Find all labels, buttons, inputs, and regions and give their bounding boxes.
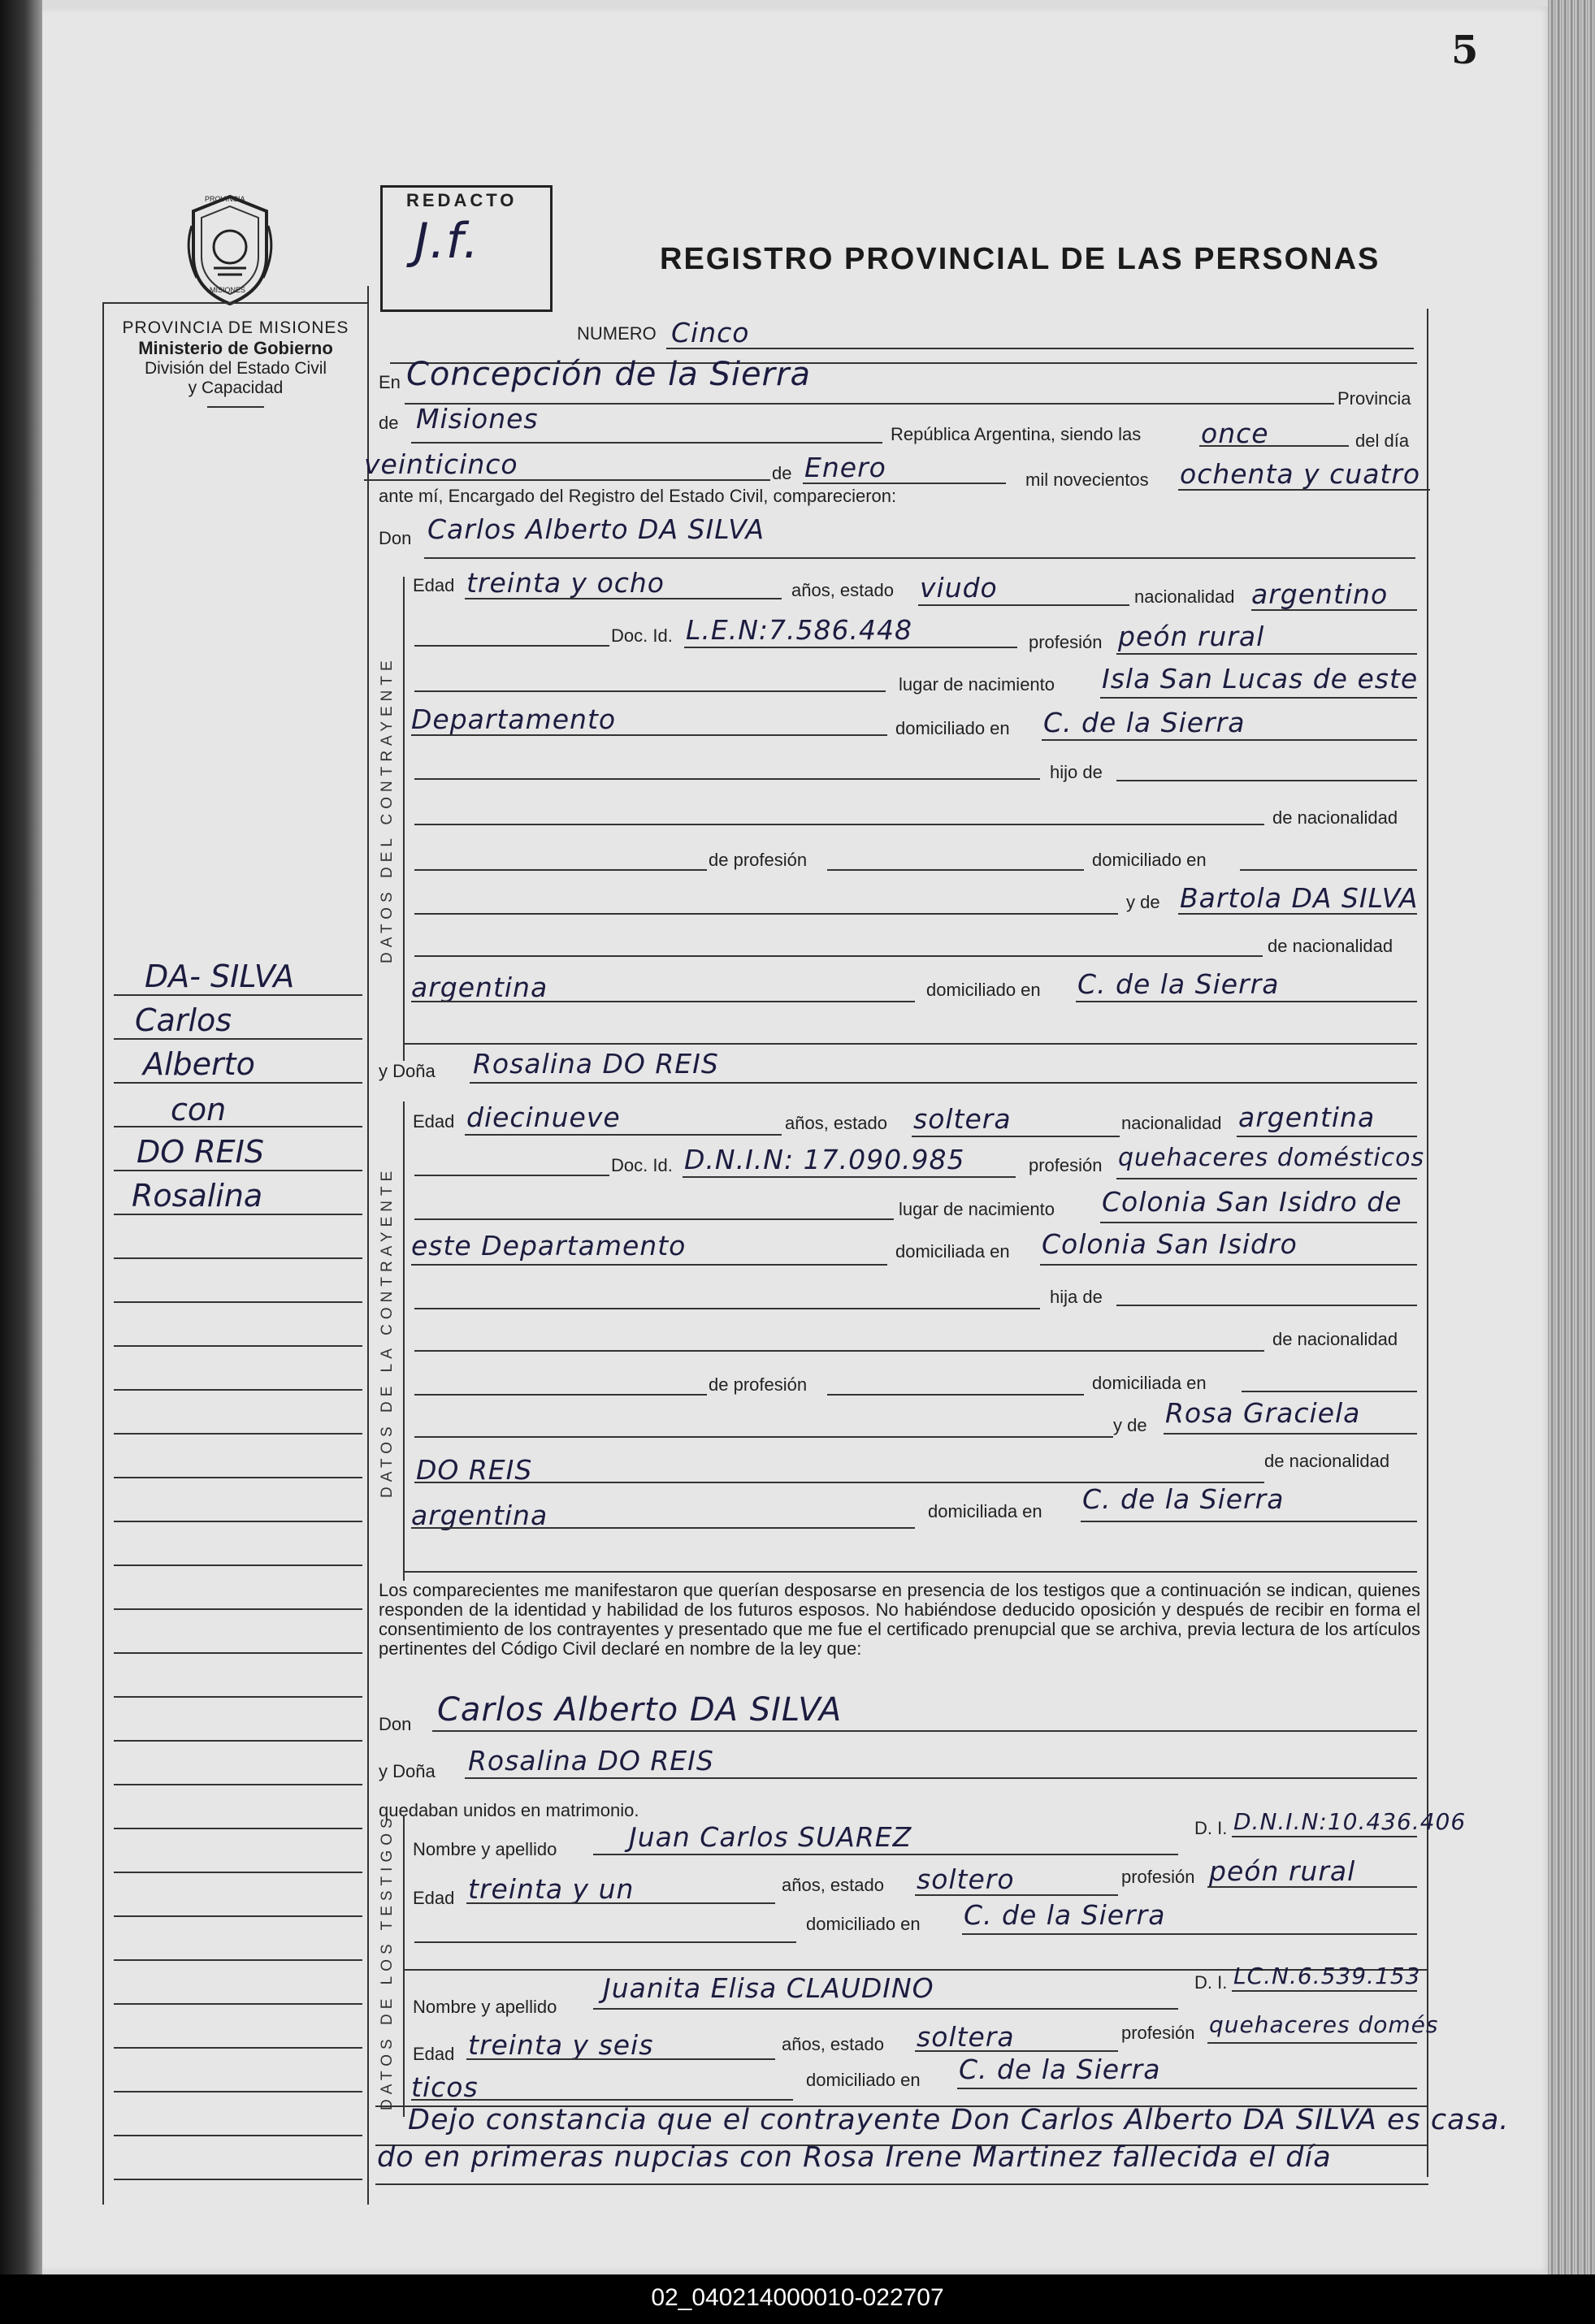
w1-edad-label: Edad bbox=[413, 1888, 455, 1908]
margin-ruled-line bbox=[114, 1082, 362, 1084]
groom-block-bottom bbox=[403, 1043, 1417, 1045]
w1-edad-line bbox=[466, 1902, 775, 1904]
bride-madre-domic-line bbox=[1081, 1521, 1417, 1522]
bride-madre-nac: argentina bbox=[411, 1500, 548, 1531]
hora-line bbox=[1199, 445, 1349, 447]
republica-label: República Argentina, siendo las bbox=[891, 424, 1142, 444]
bride-doc: D.N.I.N: 17.090.985 bbox=[684, 1144, 965, 1175]
de-line bbox=[411, 442, 882, 444]
groom-section-label: DATOS DEL CONTRAYENTE bbox=[379, 656, 396, 963]
numero-value: Cinco bbox=[671, 317, 750, 348]
groom-lugar-line bbox=[1100, 697, 1417, 699]
margin-note-line-1: DA- SILVA bbox=[145, 959, 295, 994]
bride-lugar-label: lugar de nacimiento bbox=[899, 1199, 1055, 1219]
note-line-1: Dejo constancia que el contrayente Don Carlos Alberto DA SILVA es casa. bbox=[408, 2104, 1510, 2136]
bride-padre-nac-line bbox=[414, 1394, 707, 1396]
numero-line bbox=[666, 348, 1414, 349]
bride-madre-line bbox=[1164, 1433, 1417, 1435]
w1-di-line bbox=[1232, 1836, 1417, 1837]
margin-ruled-line bbox=[114, 1038, 362, 1040]
anio-value: ochenta y cuatro bbox=[1180, 458, 1421, 490]
groom-domic-label: domiciliado en bbox=[895, 718, 1010, 738]
groom-estado: viudo bbox=[920, 572, 998, 604]
ministry-line-4: y Capacidad bbox=[188, 379, 284, 397]
bride-madre-2: DO REIS bbox=[416, 1454, 533, 1486]
bride-hija-label: hija de bbox=[1050, 1287, 1103, 1307]
en-line bbox=[405, 403, 1334, 405]
margin-ruled-line bbox=[114, 1345, 362, 1347]
mes-line bbox=[803, 483, 1006, 484]
groom-hijo-pre-line bbox=[414, 778, 1040, 780]
bride-profesion: quehaceres domésticos bbox=[1118, 1144, 1425, 1172]
bride-block-border bbox=[403, 1101, 405, 1581]
provincia-value: Misiones bbox=[416, 403, 539, 435]
margin-ruled-line bbox=[114, 2047, 362, 2049]
margin-ruled-line bbox=[114, 1301, 362, 1303]
bride-de-nac-label-2: de nacionalidad bbox=[1264, 1451, 1390, 1471]
w2-domicilio: C. de la Sierra bbox=[959, 2054, 1161, 2085]
margin-ruled-line bbox=[114, 1828, 362, 1829]
bride-nac-line bbox=[1237, 1136, 1417, 1137]
groom-domic-label-2: domiciliado en bbox=[1092, 850, 1207, 870]
bride-padre-domic-line bbox=[1242, 1391, 1417, 1392]
margin-ruled-line bbox=[114, 1872, 362, 1873]
groom-de-prof-label: de profesión bbox=[709, 850, 808, 870]
margin-ruled-line bbox=[114, 1608, 362, 1610]
margin-ruled-line bbox=[114, 2003, 362, 2005]
groom-doc-pre-line bbox=[414, 645, 609, 647]
groom-anios-label: años, estado bbox=[791, 580, 894, 600]
groom-edad: treinta y ocho bbox=[466, 567, 665, 599]
bride-nac-label: nacionalidad bbox=[1121, 1113, 1222, 1133]
groom-domic-line bbox=[1042, 739, 1417, 741]
bride-y-de-label: y de bbox=[1113, 1415, 1147, 1435]
bride-edad-line bbox=[465, 1134, 782, 1136]
margin-ruled-line bbox=[114, 1740, 362, 1742]
bride-domic-label-2: domiciliada en bbox=[1092, 1373, 1207, 1393]
w2-profesion-1: quehaceres domés bbox=[1209, 2011, 1439, 2038]
margin-ruled-line bbox=[114, 1257, 362, 1259]
w2-prof-label: profesión bbox=[1121, 2023, 1195, 2043]
margin-note-line-3: Alberto bbox=[143, 1046, 255, 1082]
margin-ruled-line bbox=[114, 1214, 362, 1215]
groom-edad-label: Edad bbox=[413, 575, 455, 595]
mes-value: Enero bbox=[804, 452, 886, 483]
bride-domic-label: domiciliada en bbox=[895, 1241, 1010, 1262]
margin-ruled-line bbox=[114, 2135, 362, 2136]
groom-prof-line bbox=[1116, 653, 1417, 655]
union-bride-line bbox=[465, 1777, 1417, 1779]
groom-de-nac-label-2: de nacionalidad bbox=[1268, 936, 1393, 956]
book-spine bbox=[0, 0, 42, 2324]
w2-prof-line bbox=[1207, 2042, 1417, 2044]
margin-ruled-line bbox=[114, 1477, 362, 1478]
margin-ruled-line bbox=[114, 2179, 362, 2180]
footer-id: 02_040214000010-022707 bbox=[651, 2284, 944, 2311]
bride-padre-domic-line-2 bbox=[414, 1436, 1113, 1438]
union-don-label: Don bbox=[379, 1714, 412, 1734]
groom-domic-label-3: domiciliado en bbox=[926, 980, 1041, 1000]
w2-anios-label: años, estado bbox=[782, 2034, 884, 2054]
page-edges bbox=[1548, 0, 1595, 2324]
groom-name-line bbox=[424, 557, 1415, 559]
margin-ruled-line bbox=[114, 1652, 362, 1654]
anio-line bbox=[1178, 489, 1430, 491]
w2-edad: treinta y seis bbox=[468, 2029, 654, 2061]
bride-prof-label: profesión bbox=[1029, 1155, 1103, 1175]
margin-ruled-line bbox=[114, 1389, 362, 1391]
seal-top-text: PROVINCIA bbox=[205, 195, 245, 203]
bride-lugar-2: este Departamento bbox=[411, 1230, 687, 1262]
margin-ruled-line bbox=[114, 1696, 362, 1698]
groom-name: Carlos Alberto DA SILVA bbox=[427, 513, 765, 545]
groom-madre-domic-line bbox=[1076, 1001, 1417, 1002]
groom-nac-label: nacionalidad bbox=[1134, 586, 1235, 607]
w1-di-label: D. I. bbox=[1194, 1818, 1228, 1838]
bride-name-line bbox=[470, 1082, 1417, 1084]
groom-madre-nac: argentina bbox=[411, 972, 548, 1003]
margin-ruled-line bbox=[114, 1959, 362, 1961]
margin-ruled-line bbox=[114, 1433, 362, 1435]
note-line-2: do en primeras nupcias con Rosa Irene Martinez fallecida el día bbox=[377, 2141, 1332, 2174]
bride-doc-pre-line bbox=[414, 1175, 609, 1176]
groom-block-border bbox=[403, 577, 405, 1061]
bride-madre-domicilio: C. de la Sierra bbox=[1082, 1483, 1285, 1515]
w1-estado: soltero bbox=[917, 1863, 1015, 1895]
w2-estado: soltera bbox=[917, 2021, 1015, 2053]
w2-domic-line bbox=[957, 2088, 1417, 2089]
mil-label: mil novecientos bbox=[1025, 470, 1149, 490]
bride-hija-pre-line bbox=[414, 1308, 1040, 1309]
margin-note-line-6: Rosalina bbox=[132, 1178, 263, 1214]
en-label: En bbox=[379, 372, 401, 392]
groom-madre: Bartola DA SILVA bbox=[1180, 882, 1419, 914]
groom-y-de-label: y de bbox=[1126, 892, 1160, 912]
groom-estado-line bbox=[918, 604, 1129, 606]
w2-nombre-label: Nombre y apellido bbox=[413, 1997, 557, 2017]
quedaban-text: quedaban unidos en matrimonio. bbox=[379, 1800, 639, 1820]
groom-madre-line bbox=[1178, 913, 1417, 915]
dia-value: veinticinco bbox=[364, 448, 518, 480]
w2-di-line bbox=[1232, 1990, 1417, 1992]
de-mes-label: de bbox=[772, 463, 792, 483]
margin-left-border bbox=[102, 302, 104, 2205]
ministry-block bbox=[106, 318, 366, 408]
w2-nombre: Juanita Elisa CLAUDINO bbox=[603, 1972, 934, 2004]
groom-padre-line bbox=[1116, 780, 1417, 781]
bride-madre-1: Rosa Graciela bbox=[1165, 1397, 1361, 1429]
ministry-name: Ministerio de Gobierno bbox=[138, 338, 333, 358]
groom-nacionalidad: argentino bbox=[1251, 578, 1389, 610]
margin-ruled-line bbox=[114, 1521, 362, 1522]
w1-edad: treinta y un bbox=[468, 1873, 635, 1905]
margin-top-line bbox=[102, 302, 367, 304]
groom-doc-label: Doc. Id. bbox=[611, 625, 673, 646]
groom-padre-domic-line-2 bbox=[414, 913, 1118, 915]
w1-anios-label: años, estado bbox=[782, 1875, 884, 1895]
groom-domicilio: C. de la Sierra bbox=[1043, 707, 1246, 738]
w2-di-label: D. I. bbox=[1194, 1972, 1228, 1993]
bride-domic-label-3: domiciliada en bbox=[928, 1501, 1042, 1521]
w2-di: LC.N.6.539.153 bbox=[1233, 1963, 1421, 1989]
groom-profesion: peón rural bbox=[1118, 621, 1265, 652]
w1-profesion: peón rural bbox=[1209, 1855, 1356, 1887]
provincia-label: Provincia bbox=[1337, 388, 1411, 409]
margin-right-border bbox=[367, 286, 369, 2205]
groom-hijo-label: hijo de bbox=[1050, 762, 1103, 782]
groom-doc-line bbox=[684, 647, 1017, 648]
bride-edad: diecinueve bbox=[466, 1101, 621, 1133]
w1-nombre-line bbox=[593, 1854, 1178, 1855]
declaration-paragraph: Los comparecientes me manifestaron que querían desposarse en presencia de los testigos que a continuación se indican, quienes responden de la identidad y habilidad de los futuros esposos. No habiéndose deducido oposición y después de recibir en forma el consentimiento de los contrayentes y presentado que me fue el certificado prenupcial que se archiva, previa lectura de los artículos pertinentes del Código Civil declaré en nombre de la ley que: bbox=[379, 1580, 1420, 1659]
bride-domicilio: Colonia San Isidro bbox=[1042, 1228, 1298, 1260]
margin-ruled-line bbox=[114, 1784, 362, 1785]
union-dona-label: y Doña bbox=[379, 1761, 436, 1781]
note-line-2-rule bbox=[375, 2183, 1428, 2185]
page-number: 5 bbox=[1451, 28, 1479, 73]
w1-domicilio: C. de la Sierra bbox=[964, 1899, 1166, 1931]
w1-prof-line bbox=[1207, 1886, 1417, 1888]
union-groom: Carlos Alberto DA SILVA bbox=[437, 1691, 843, 1729]
ministry-divider bbox=[207, 406, 264, 408]
w1-nombre: Juan Carlos SUAREZ bbox=[629, 1821, 912, 1853]
groom-prof-label: profesión bbox=[1029, 632, 1103, 652]
groom-padre-nac-line bbox=[414, 869, 707, 871]
witness-block-border bbox=[403, 1816, 405, 2117]
groom-lugar-label: lugar de nacimiento bbox=[899, 674, 1055, 695]
w2-nombre-line bbox=[593, 2008, 1178, 2010]
margin-ruled-line bbox=[114, 1126, 362, 1127]
bride-nacionalidad: argentina bbox=[1238, 1101, 1376, 1133]
groom-lugar2-line bbox=[411, 734, 887, 736]
w1-estado-line bbox=[915, 1894, 1118, 1896]
union-bride: Rosalina DO REIS bbox=[468, 1745, 714, 1777]
bride-prof-line bbox=[1116, 1178, 1417, 1179]
lugar-acta: Concepción de la Sierra bbox=[406, 356, 811, 393]
w2-domic-label: domiciliado en bbox=[806, 2070, 921, 2090]
bride-block-bottom bbox=[403, 1571, 1417, 1573]
bride-lugar-pre-line bbox=[414, 1218, 894, 1220]
margin-ruled-line bbox=[114, 1170, 362, 1171]
margin-note-line-2: Carlos bbox=[135, 1002, 232, 1038]
w1-domic-line bbox=[962, 1933, 1417, 1935]
w1-domic-pre-line bbox=[414, 1941, 796, 1943]
de-label: de bbox=[379, 413, 399, 433]
bride-padre-line bbox=[1116, 1305, 1417, 1306]
hora-value: once bbox=[1201, 418, 1269, 449]
bride-lugar2-line bbox=[411, 1264, 887, 1266]
ministry-line-1: PROVINCIA DE MISIONES bbox=[122, 318, 349, 337]
don-label: Don bbox=[379, 528, 412, 548]
groom-madre-domicilio: C. de la Sierra bbox=[1077, 968, 1280, 1000]
bride-anios-label: años, estado bbox=[785, 1113, 887, 1133]
bride-doc-line bbox=[683, 1176, 1016, 1178]
bride-de-nac-label: de nacionalidad bbox=[1272, 1329, 1398, 1349]
margin-ruled-line bbox=[114, 994, 362, 996]
witness-section-label: DATOS DE LOS TESTIGOS bbox=[379, 1813, 396, 2110]
union-groom-line bbox=[432, 1730, 1417, 1732]
groom-madre-line-2 bbox=[414, 955, 1263, 957]
bride-estado-line bbox=[912, 1136, 1120, 1137]
bride-doc-label: Doc. Id. bbox=[611, 1155, 673, 1175]
margin-note-line-4: con bbox=[171, 1092, 227, 1127]
groom-lugar-1: Isla San Lucas de este bbox=[1102, 663, 1419, 695]
groom-lugar-2: Departamento bbox=[411, 703, 617, 735]
seal-bottom-text: MISIONES bbox=[210, 286, 246, 294]
form-right-border bbox=[1427, 309, 1428, 2177]
bride-madre-nac-line bbox=[411, 1527, 915, 1529]
bride-lugar-1: Colonia San Isidro de bbox=[1102, 1186, 1402, 1218]
w2-edad-line bbox=[466, 2058, 775, 2060]
numero-label: NUMERO bbox=[577, 323, 657, 344]
groom-edad-line bbox=[465, 598, 782, 599]
groom-de-nac-label: de nacionalidad bbox=[1272, 807, 1398, 828]
bride-padre-line-2 bbox=[414, 1350, 1264, 1352]
bride-section-label: DATOS DE LA CONTRAYENTE bbox=[379, 1166, 396, 1498]
w1-di: D.N.I.N:10.436.406 bbox=[1233, 1808, 1467, 1835]
groom-padre-prof-line bbox=[827, 869, 1084, 871]
w2-profesion-2: ticos bbox=[411, 2071, 479, 2103]
margin-note-line-5: DO REIS bbox=[137, 1134, 264, 1170]
margin-ruled-line bbox=[114, 1564, 362, 1566]
groom-padre-domic-line bbox=[1240, 869, 1417, 871]
ministry-line-2 bbox=[106, 338, 366, 359]
w1-domic-label: domiciliado en bbox=[806, 1914, 921, 1934]
groom-madre-nac-line bbox=[411, 1001, 915, 1002]
groom-nac-line bbox=[1251, 609, 1417, 611]
groom-doc: L.E.N:7.586.448 bbox=[686, 614, 912, 646]
bride-estado: soltera bbox=[913, 1103, 1012, 1135]
margin-ruled-line bbox=[114, 1915, 362, 1917]
ministry-line-3: División del Estado Civil bbox=[144, 359, 327, 378]
del-dia-label: del día bbox=[1355, 431, 1410, 451]
dona-label: y Doña bbox=[379, 1061, 436, 1081]
dia-line bbox=[364, 479, 770, 481]
w2-prof2-line bbox=[411, 2099, 793, 2101]
w1-prof-label: profesión bbox=[1121, 1867, 1195, 1887]
groom-padre-line-2 bbox=[414, 824, 1264, 825]
bride-padre-prof-line bbox=[827, 1394, 1084, 1396]
page-title: REGISTRO PROVINCIAL DE LAS PERSONAS bbox=[660, 242, 1380, 276]
w2-estado-line bbox=[915, 2050, 1118, 2052]
bride-de-prof-label: de profesión bbox=[709, 1374, 808, 1395]
margin-ruled-line bbox=[114, 2091, 362, 2092]
bride-domic-line bbox=[1040, 1264, 1417, 1266]
ante-mi-text: ante mí, Encargado del Registro del Estado Civil, comparecieron: bbox=[379, 486, 897, 506]
groom-lugar-pre-line bbox=[414, 690, 886, 692]
bride-edad-label: Edad bbox=[413, 1111, 455, 1132]
bride-lugar-line bbox=[1100, 1222, 1417, 1223]
w1-nombre-label: Nombre y apellido bbox=[413, 1839, 557, 1859]
redacto-label: REDACTO bbox=[406, 190, 518, 210]
w2-edad-label: Edad bbox=[413, 2044, 455, 2064]
bride-name: Rosalina DO REIS bbox=[473, 1048, 719, 1080]
redacto-initials: J.f. bbox=[414, 213, 479, 270]
